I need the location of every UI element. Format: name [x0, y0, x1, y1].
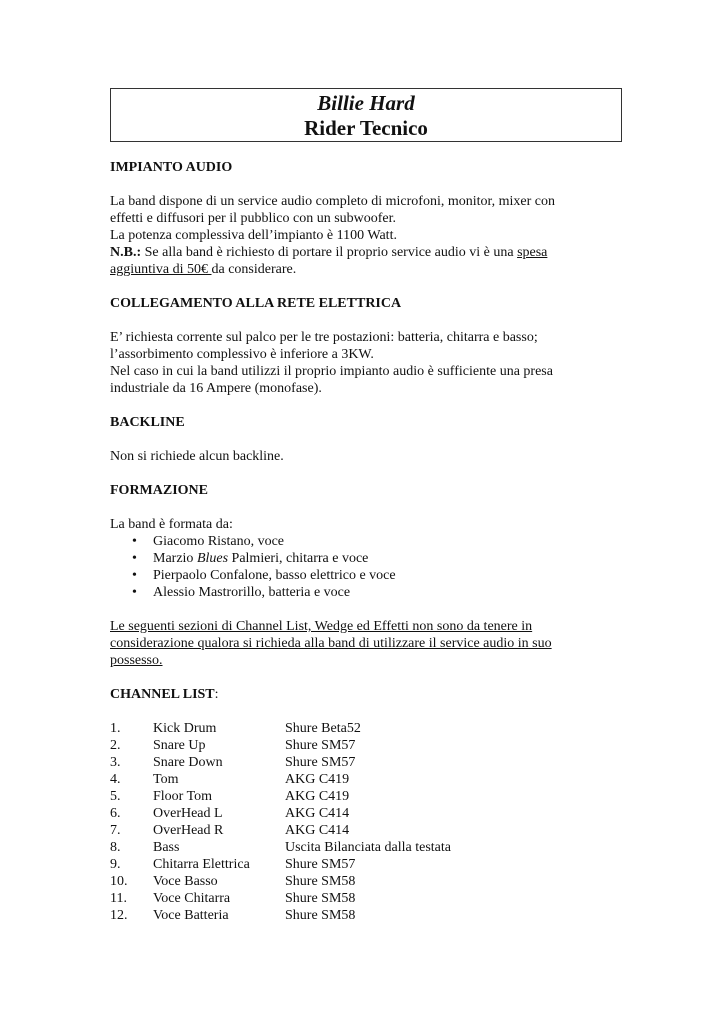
- table-row: [110, 788, 622, 805]
- channel-instrument: Voce Batteria: [153, 908, 229, 923]
- channel-number: 11.: [110, 891, 127, 906]
- service-audio-note: [110, 618, 622, 669]
- channel-microphone: AKG C419: [285, 789, 350, 804]
- member-name: Alessio Mastrorillo, batteria e voce: [153, 585, 351, 600]
- section-rete-elettrica: [110, 329, 622, 397]
- heading-impianto-audio: IMPIANTO AUDIO: [110, 160, 233, 175]
- rete-line-4: industriale da 16 Ampere (monofase).: [110, 381, 322, 396]
- band-name: Billie Hard: [317, 91, 415, 115]
- bullet-icon: •: [132, 551, 137, 566]
- members-list: [110, 533, 622, 601]
- channel-list-heading-text: CHANNEL LIST: [110, 687, 215, 702]
- channel-microphone: Shure SM58: [285, 908, 356, 923]
- channel-instrument: Snare Up: [153, 738, 206, 753]
- impianto-line-3: La potenza complessiva dell’impianto è 1100 Watt.: [110, 228, 397, 243]
- table-row: [110, 754, 622, 771]
- member-name-pre: Marzio: [153, 551, 197, 566]
- nb-label: N.B.:: [110, 245, 142, 260]
- channel-microphone: Shure SM57: [285, 857, 356, 872]
- channel-number: 10.: [110, 874, 128, 889]
- channel-number: 5.: [110, 789, 121, 804]
- note-line-1: Le seguenti sezioni di Channel List, Wedge ed Effetti non sono da tenere in: [110, 619, 533, 634]
- list-item: [110, 567, 622, 584]
- bullet-icon: •: [132, 585, 137, 600]
- channel-instrument: Voce Basso: [153, 874, 218, 889]
- nb-tail: da considerare.: [211, 262, 297, 277]
- bullet-icon: •: [132, 534, 137, 549]
- heading-rete-elettrica: COLLEGAMENTO ALLA RETE ELETTRICA: [110, 296, 402, 311]
- bullet-icon: •: [132, 568, 137, 583]
- backline-text: Non si richiede alcun backline.: [110, 449, 284, 464]
- table-row: [110, 907, 622, 924]
- section-impianto-audio: [110, 193, 622, 278]
- channel-number: 1.: [110, 721, 121, 736]
- note-line-3: possesso.: [110, 653, 163, 668]
- channel-instrument: Tom: [153, 772, 179, 787]
- channel-instrument: Kick Drum: [153, 721, 217, 736]
- table-row: [110, 890, 622, 907]
- heading-backline: BACKLINE: [110, 415, 185, 430]
- channel-microphone: AKG C414: [285, 823, 350, 838]
- channel-instrument: OverHead L: [153, 806, 223, 821]
- channel-microphone: AKG C414: [285, 806, 350, 821]
- channel-number: 8.: [110, 840, 121, 855]
- member-nickname: Blues: [196, 551, 229, 566]
- channel-list-colon: :: [214, 687, 219, 702]
- table-row: [110, 805, 622, 822]
- channel-microphone: Shure SM58: [285, 874, 356, 889]
- channel-list-table: [110, 720, 622, 924]
- impianto-line-2: effetti e diffusori per il pubblico con un subwoofer.: [110, 211, 397, 226]
- channel-number: 12.: [110, 908, 128, 923]
- table-row: [110, 737, 622, 754]
- rete-line-1: E’ richiesta corrente sul palco per le tre postazioni: batteria, chitarra e basso;: [110, 330, 538, 345]
- channel-instrument: Chitarra Elettrica: [153, 857, 250, 872]
- channel-instrument: Floor Tom: [153, 789, 213, 804]
- table-row: [110, 771, 622, 788]
- rete-line-3: Nel caso in cui la band utilizzi il proprio impianto audio è sufficiente una presa: [110, 364, 553, 379]
- channel-microphone: AKG C419: [285, 772, 350, 787]
- nb-underline-spesa: spesa: [517, 245, 548, 260]
- channel-number: 2.: [110, 738, 121, 753]
- table-row: [110, 822, 622, 839]
- channel-microphone: Shure SM57: [285, 738, 356, 753]
- note-line-2: considerazione qualora si richieda alla band di utilizzare il service audio in suo: [110, 636, 552, 651]
- table-row: [110, 839, 622, 856]
- table-row: [110, 873, 622, 890]
- channel-number: 9.: [110, 857, 121, 872]
- member-name: Giacomo Ristano, voce: [153, 534, 285, 549]
- list-item: [110, 584, 622, 601]
- document-title: Rider Tecnico: [304, 116, 428, 140]
- channel-number: 7.: [110, 823, 121, 838]
- impianto-nb-line-2: [110, 261, 622, 278]
- channel-microphone: Uscita Bilanciata dalla testata: [285, 840, 451, 855]
- channel-number: 4.: [110, 772, 121, 787]
- channel-number: 6.: [110, 806, 121, 821]
- impianto-line-1: La band dispone di un service audio completo di microfoni, monitor, mixer con: [110, 194, 555, 209]
- rete-line-2: l’assorbimento complessivo è inferiore a 3KW.: [110, 347, 374, 362]
- channel-microphone: Shure SM57: [285, 755, 356, 770]
- list-item: [110, 550, 622, 567]
- heading-formazione: FORMAZIONE: [110, 483, 208, 498]
- list-item: [110, 533, 622, 550]
- table-row: [110, 856, 622, 873]
- channel-microphone: Shure Beta52: [285, 721, 361, 736]
- heading-channel-list: [110, 686, 622, 703]
- channel-microphone: Shure SM58: [285, 891, 356, 906]
- nb-underline-aggiuntiva: aggiuntiva di 50€: [110, 262, 212, 277]
- nb-text: Se alla band è richiesto di portare il proprio service audio vi è una: [141, 245, 518, 260]
- channel-instrument: OverHead R: [153, 823, 224, 838]
- title-box: [110, 88, 622, 142]
- member-name: Pierpaolo Confalone, basso elettrico e voce: [153, 568, 396, 583]
- formazione-intro: La band è formata da:: [110, 517, 233, 532]
- channel-instrument: Voce Chitarra: [153, 891, 231, 906]
- impianto-nb-line: [110, 244, 622, 261]
- member-name-post: Palmieri, chitarra e voce: [228, 551, 369, 566]
- channel-instrument: Snare Down: [153, 755, 223, 770]
- table-row: [110, 720, 622, 737]
- channel-instrument: Bass: [153, 840, 180, 855]
- document-page: [110, 88, 622, 924]
- channel-number: 3.: [110, 755, 121, 770]
